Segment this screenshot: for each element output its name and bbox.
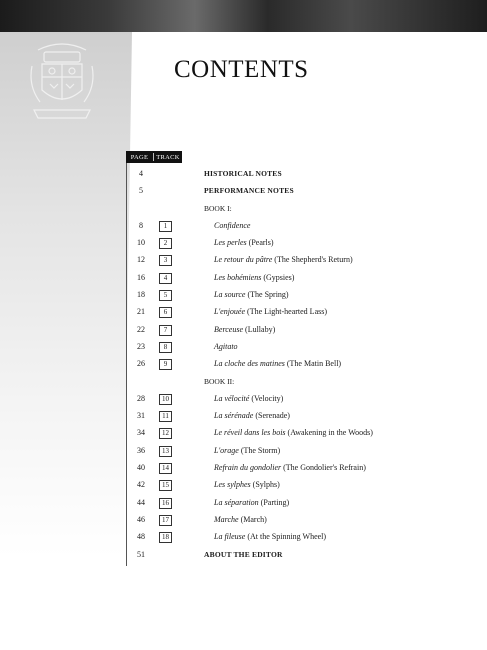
section-heading: ABOUT THE EDITOR <box>204 549 283 559</box>
track-number-box: 11 <box>159 411 172 422</box>
piece-title-english: (Pearls) <box>248 238 274 248</box>
top-band <box>0 0 487 32</box>
piece-title-french: La fileuse <box>214 532 246 542</box>
contents-row <box>126 182 466 199</box>
track-number-box: 10 <box>159 394 172 405</box>
piece-title <box>214 424 373 441</box>
page-number: 28 <box>137 393 145 403</box>
contents-row <box>126 286 466 303</box>
piece-title-english: (The Spring) <box>247 290 289 300</box>
piece-title <box>214 476 280 493</box>
piece-title <box>214 303 327 320</box>
page-number: 31 <box>137 411 145 421</box>
track-number-box: 14 <box>159 463 172 474</box>
track-number-box: 16 <box>159 498 172 509</box>
piece-title-english: (The Shepherd's Return) <box>274 255 353 265</box>
page-number: 48 <box>137 532 145 542</box>
page-number: 36 <box>137 445 145 455</box>
piece-title-english: (The Light-hearted Lass) <box>247 307 328 317</box>
piece-title <box>214 494 289 511</box>
piece-title <box>214 442 280 459</box>
piece-title-french: Agitato <box>214 341 238 351</box>
contents-row <box>126 511 466 528</box>
piece-title <box>214 528 326 545</box>
page-number: 21 <box>137 307 145 317</box>
contents-row <box>126 303 466 320</box>
piece-title-french: L'enjouée <box>214 307 246 317</box>
piece-title-french: Le réveil dans les bois <box>214 428 286 438</box>
piece-title-english: (Serenade) <box>255 411 290 421</box>
piece-title-french: La source <box>214 290 246 300</box>
piece-title <box>214 338 238 355</box>
page-number: 23 <box>137 341 145 351</box>
contents-row <box>126 321 466 338</box>
piece-title <box>214 407 290 424</box>
track-number-box: 15 <box>159 480 172 491</box>
track-number-box: 4 <box>159 273 172 284</box>
piece-title <box>214 390 283 407</box>
page-number: 10 <box>137 238 145 248</box>
piece-title <box>214 321 275 338</box>
piece-title-french: Le retour du pâtre <box>214 255 273 265</box>
track-number-box: 12 <box>159 428 172 439</box>
page-column-header: PAGE <box>130 153 149 161</box>
piece-title-french: Marche <box>214 514 239 524</box>
contents-list <box>126 165 466 563</box>
contents-row <box>126 546 466 563</box>
piece-title <box>214 286 289 303</box>
track-number-box: 5 <box>159 290 172 301</box>
book-heading: BOOK II: <box>204 376 235 386</box>
track-number-box: 8 <box>159 342 172 353</box>
contents-row <box>126 407 466 424</box>
crest-watermark-icon <box>24 36 100 126</box>
track-column-header: TRACK <box>156 153 180 161</box>
piece-title <box>214 234 274 251</box>
piece-title-french: Les bohémiens <box>214 272 262 282</box>
page-number: 34 <box>137 428 145 438</box>
piece-title <box>214 355 341 372</box>
page-number: 5 <box>139 186 143 196</box>
piece-title-english: (March) <box>240 514 267 524</box>
page-number: 44 <box>137 497 145 507</box>
section-heading: HISTORICAL NOTES <box>204 169 282 178</box>
contents-row <box>126 200 466 217</box>
piece-title-french: Berceuse <box>214 324 244 334</box>
piece-title-english: (The Gondolier's Refrain) <box>283 463 366 473</box>
contents-row <box>126 234 466 251</box>
piece-title-english: (The Matin Bell) <box>286 359 342 369</box>
track-number-box: 3 <box>159 255 172 266</box>
page-number: 26 <box>137 359 145 369</box>
contents-row <box>126 459 466 476</box>
piece-title-english: (The Storm) <box>240 445 281 455</box>
contents-row <box>126 390 466 407</box>
contents-row <box>126 269 466 286</box>
piece-title <box>214 217 250 234</box>
track-number-box: 9 <box>159 359 172 370</box>
track-number-box: 6 <box>159 307 172 318</box>
piece-title-english: (Parting) <box>260 497 290 507</box>
book-heading: BOOK I: <box>204 203 232 213</box>
piece-title-french: Confidence <box>214 220 251 230</box>
piece-title-french: La cloche des matines <box>214 359 285 369</box>
piece-title-french: La séparation <box>214 497 259 507</box>
piece-title <box>214 459 366 476</box>
section-heading: PERFORMANCE NOTES <box>204 186 294 196</box>
page-number: 18 <box>137 290 145 300</box>
piece-title-french: Refrain du gondolier <box>214 463 282 473</box>
contents-row <box>126 442 466 459</box>
page-number: 16 <box>137 272 145 282</box>
contents-row <box>126 476 466 493</box>
piece-title-french: La sérénade <box>214 411 254 421</box>
contents-row <box>126 494 466 511</box>
page-number: 12 <box>137 255 145 265</box>
piece-title-english: (Lullaby) <box>245 324 276 334</box>
track-number-box: 7 <box>159 325 172 336</box>
piece-title-french: Les sylphes <box>214 480 251 490</box>
piece-title-french: L'orage <box>214 445 239 455</box>
track-number-box: 2 <box>159 238 172 249</box>
piece-title <box>214 251 353 268</box>
contents-row <box>126 424 466 441</box>
piece-title-english: (Awakening in the Woods) <box>287 428 373 438</box>
page-number: 4 <box>139 169 143 178</box>
piece-title-english: (Sylphs) <box>252 480 280 490</box>
piece-title-french: La vélocité <box>214 393 250 403</box>
page-number: 51 <box>137 549 145 559</box>
page-title: CONTENTS <box>174 56 309 83</box>
piece-title-french: Les perles <box>214 238 247 248</box>
piece-title-english: (Gypsies) <box>263 272 295 282</box>
page-number: 46 <box>137 514 145 524</box>
piece-title-english: (Velocity) <box>251 393 284 403</box>
page-number: 40 <box>137 463 145 473</box>
piece-title <box>214 511 267 528</box>
page-number: 8 <box>139 220 143 230</box>
page-number: 42 <box>137 480 145 490</box>
contents-row <box>126 355 466 372</box>
track-number-box: 13 <box>159 446 172 457</box>
page-number: 22 <box>137 324 145 334</box>
contents-row <box>126 165 466 182</box>
table-header <box>126 151 182 163</box>
contents-row <box>126 217 466 234</box>
contents-row <box>126 338 466 355</box>
track-number-box: 18 <box>159 532 172 543</box>
piece-title-english: (At the Spinning Wheel) <box>247 532 327 542</box>
contents-row <box>126 251 466 268</box>
contents-row <box>126 528 466 545</box>
piece-title <box>214 269 294 286</box>
track-number-box: 17 <box>159 515 172 526</box>
contents-row <box>126 373 466 390</box>
track-number-box: 1 <box>159 221 172 232</box>
